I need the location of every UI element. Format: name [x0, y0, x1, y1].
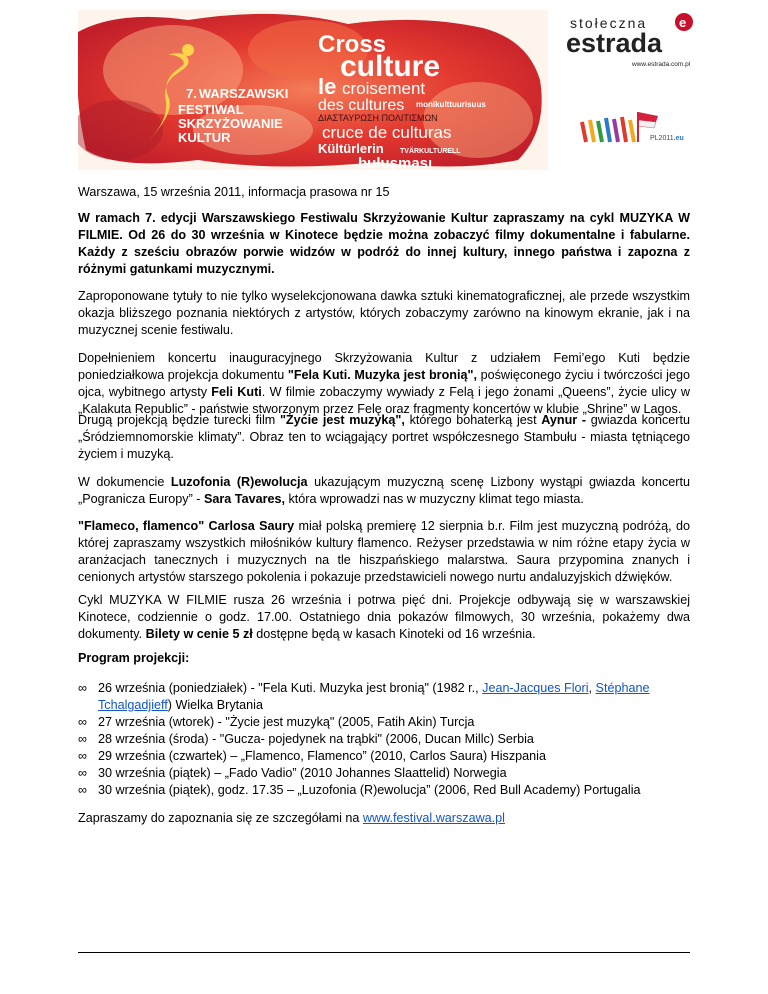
- paragraph-5: "Flameco, flamenco" Carlosa Saury miał polską premierę 12 sierpnia b.r. Film jest muzyczną podróżą, do której zapraszamy wszystkich miłośników kultury flamenco. Reżyser przedstawia w nim różne etapy życia w aranżacjach tanecznych i muzycznych na tle hiszpańskiego malarstwa. Saura przypomina znanych i cenionych artystów starszego pokolenia i pokazuje przedstawicieli nowego nurtu andaluzyjskich dźwięków.: [78, 519, 690, 584]
- list-item: ∞ 30 września (piątek), godz. 17.35 – „Luzofonia (R)ewolucja” (2006, Red Bull Academy) Portugalia: [78, 783, 641, 797]
- stoleczna-estrada-logo: [566, 12, 706, 72]
- list-item: ∞ 29 września (czwartek) – „Flamenco, Flamenco” (2010, Carlos Saura) Hiszpania: [78, 749, 546, 763]
- svg-text:e: e: [679, 15, 687, 30]
- program-heading: Program projekcji:: [78, 651, 190, 665]
- link-jean-jacques-flori[interactable]: Jean-Jacques Flori: [482, 681, 589, 695]
- closing-line: Zapraszamy do zapoznania się ze szczegółami na www.festival.warszawa.pl: [78, 811, 505, 825]
- greek-word: ΔΙΑΣΤΑΥΡΩΣΗ ΠΟΛΙΤΙΣΜΩΝ: [318, 113, 438, 123]
- bulusmasi-word: buluşması: [358, 155, 433, 170]
- list-item: ∞ 28 września (środa) - "Gucza- pojedynek na trąbki" (2006, Ducan Millc) Serbia: [78, 732, 534, 746]
- monikulttuurisuus-word: monikulttuurisuus: [416, 100, 486, 109]
- stoleczna-text: stołeczna: [570, 15, 648, 31]
- pl2011-label: PL2011: [650, 135, 674, 142]
- festival-website-link[interactable]: www.festival.warszawa.pl: [362, 811, 505, 825]
- bullet-icon: ∞: [78, 766, 87, 780]
- des-cultures-word: des cultures: [318, 97, 405, 114]
- festival-number: 7.: [186, 86, 197, 101]
- bullet-icon: ∞: [78, 715, 87, 729]
- paragraph-4: W dokumencie Luzofonia (R)ewolucja ukazującym muzyczną scenę Lizbony wystąpi gwiazda koncertu „Pogranicza Europy” - Sara Tavares, która wprowadzi nas w muzyczny klimat tego miasta.: [78, 475, 690, 506]
- estrada-url: www.estrada.com.pl: [632, 61, 691, 68]
- festival-line-1: WARSZAWSKI: [198, 86, 289, 101]
- bullet-icon: ∞: [78, 732, 87, 746]
- svg-text:PL2011.eu: [650, 135, 684, 142]
- footer-rule: [78, 952, 690, 953]
- tvarkulturell-word: TVÄRKULTURELL: [400, 148, 461, 155]
- program-list: [78, 680, 690, 799]
- festival-line-3: SKRZYŻOWANIE: [178, 116, 283, 131]
- festival-banner: [78, 10, 548, 170]
- svg-text:7.WARSZAWSKI: [186, 86, 288, 101]
- bullet-icon: ∞: [78, 681, 87, 695]
- cross-word: Cross: [318, 31, 387, 58]
- cruce-word: cruce de culturas: [322, 123, 452, 142]
- paragraph-2: Dopełnieniem koncertu inauguracyjnego Skrzyżowania Kultur z udziałem Femi’ego Kuti będzie poniedziałkowa projekcja dokumentu "Fela Kuti. Muzyka jest bronią", poświęconego życiu i twórczości jego ojca, wybitnego artysty Feli Kuti. W filmie zobaczymy wywiady z Felą i jego żonami „Queens”, życie ulicy w „Kalakuta Republic” - państwie stworzonym przez Felę oraz fragmenty koncertów w klubie „Shrine” w Lagos.: [78, 351, 690, 416]
- festival-line-2: FESTIWAL: [178, 102, 244, 117]
- list-item: ∞ 30 września (piątek) – „Fado Vadio” (2010 Johannes Slaattelid) Norwegia: [78, 766, 507, 780]
- culture-word: culture: [340, 50, 441, 83]
- festival-line-4: KULTUR: [178, 130, 231, 145]
- kulturlerin-word: Kültürlerin: [318, 141, 384, 156]
- list-item: ∞ 27 września (wtorek) - "Życie jest muzyką" (2005, Fatih Akin) Turcja: [78, 715, 475, 729]
- estrada-text: estrada: [566, 28, 663, 58]
- paragraph-1: Zaproponowane tytuły to nie tylko wyselekcjonowana dawka sztuki kinematograficznej, ale przede wszystkim okazja bliższego poznania niektórych z artystów, których zobaczymy zarówno na kinowym ekranie, jak i na muzycznej scenie festiwalu.: [78, 289, 690, 337]
- paragraph-6: Cykl MUZYKA W FILMIE rusza 26 września i potrwa pięć dni. Projekcje odbywają się w warszawskiej Kinotece, codziennie o godz. 17.00. Ostatniego dnia pokazów filmowych, 30 września, pokażemy dwa dokumenty. Bilety w cenie 5 zł dostępne będą w kasach Kinoteki od 16 września.: [78, 593, 690, 641]
- link-stephane-tchalgadjieff[interactable]: Stéphane Tchalgadjieff: [98, 681, 650, 712]
- bullet-icon: ∞: [78, 783, 87, 797]
- pl2011-suffix: .eu: [673, 135, 684, 142]
- header-line: Warszawa, 15 września 2011, informacja prasowa nr 15: [78, 185, 390, 199]
- bullet-icon: ∞: [78, 749, 87, 763]
- lead-paragraph: W ramach 7. edycji Warszawskiego Festiwalu Skrzyżowanie Kultur zapraszamy na cykl MUZYKA W FILMIE. Od 26 do 30 września w Kinotece będzie można zobaczyć filmy dokumentalne i fabularne. Każdy z sześciu obrazów porwie widzów w podróż do innej kultury, innego państwa i zapozna z różnymi gatunkami muzycznymi.: [78, 211, 690, 276]
- croisement-word: croisement: [342, 79, 426, 98]
- list-item: ∞ 26 września (poniedziałek) - "Fela Kuti. Muzyka jest bronią" (1982 r., Jean-Jacques Flori, Stéphane Tchalgadjieff) Wielka Brytania: [78, 681, 650, 712]
- pl2011-logo: [580, 112, 690, 146]
- le-word: le: [318, 74, 337, 99]
- paragraph-3: Drugą projekcją będzie turecki film "Życie jest muzyką", którego bohaterką jest Aynur - gwiazda koncertu „Śródziemnomorskie klimaty”. Obraz ten to wciągający portret współczesnego Stambułu - miasta tętniącego życiem i muzyką.: [78, 413, 690, 461]
